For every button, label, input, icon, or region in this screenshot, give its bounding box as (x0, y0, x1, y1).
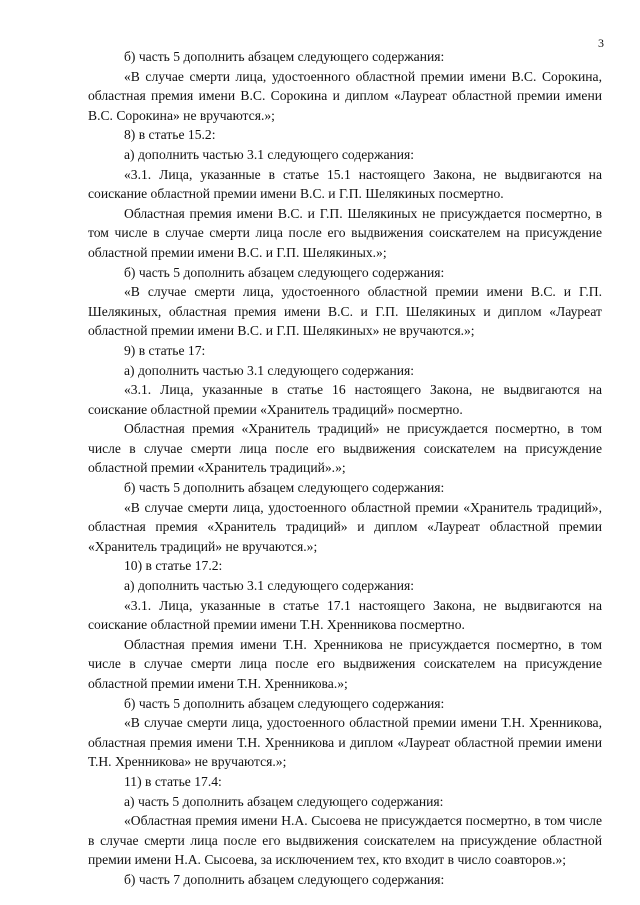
document-paragraph: Областная премия «Хранитель традиций» не присуждается посмертно, в том числе в случае смерти лица после его выдвижения соискателем на присуждение областной премии «Хранитель традиций».»; (88, 421, 602, 476)
document-paragraph: Областная премия имени В.С. и Г.П. Шелякиных не присуждается посмертно, в том числе в случае смерти лица после его выдвижения соискателем на присуждение областной премии имени В.С. и Г.П. Шелякиных.»; (88, 205, 602, 260)
document-paragraph: «3.1. Лица, указанные в статье 15.1 настоящего Закона, не выдвигаются на соискание областной премии имени В.С. и Г.П. Шелякиных посмертно. (88, 166, 602, 202)
page-number: 3 (598, 36, 604, 50)
document-paragraph: «3.1. Лица, указанные в статье 16 настоящего Закона, не выдвигаются на соискание областной премии «Хранитель традиций» посмертно. (88, 382, 602, 417)
document-paragraph: «3.1. Лица, указанные в статье 17.1 настоящего Закона, не выдвигаются на соискание областной премии имени Т.Н. Хренникова посмертно. (88, 597, 602, 633)
document-paragraph: а) дополнить частью 3.1 следующего содержания: (124, 146, 415, 162)
document-paragraph: б) часть 5 дополнить абзацем следующего содержания: (124, 480, 445, 496)
document-paragraph: б) часть 5 дополнить абзацем следующего содержания: (124, 264, 445, 280)
document-paragraph: а) дополнить частью 3.1 следующего содержания: (124, 362, 415, 378)
document-body (88, 47, 602, 890)
document-paragraph: б) часть 5 дополнить абзацем следующего содержания: (124, 49, 445, 64)
document-paragraph: «В случае смерти лица, удостоенного областной премии имени Т.Н. Хренникова, областная премия имени Т.Н. Хренникова и диплом «Лауреат областной премии имени Т.Н. Хренникова» не вручаются.»; (88, 715, 602, 770)
document-paragraph: а) дополнить частью 3.1 следующего содержания: (124, 578, 415, 594)
document-paragraph: «В случае смерти лица, удостоенного областной премии «Хранитель традиций», областная премия «Хранитель традиций» и диплом «Лауреат областной премии «Хранитель традиций» не вручаются.»; (88, 499, 602, 554)
document-paragraph: а) часть 5 дополнить абзацем следующего содержания: (124, 793, 444, 809)
document-paragraph: б) часть 5 дополнить абзацем следующего содержания: (124, 695, 445, 711)
document-paragraph: б) часть 7 дополнить абзацем следующего содержания: (124, 871, 445, 887)
document-paragraph: «В случае смерти лица, удостоенного областной премии имени В.С. Сорокина, областная премия имени В.С. Сорокина и диплом «Лауреат областной премии имени В.С. Сорокина» не вручаются.»; (88, 68, 602, 123)
document-paragraph: «В случае смерти лица, удостоенного областной премии имени В.С. и Г.П. Шелякиных, областная премия имени В.С. и Г.П. Шелякиных и диплом «Лауреат областной премии имени В.С. и Г.П. Шелякиных» не вручаются.»; (88, 284, 602, 339)
document-paragraph: 11) в статье 17.4: (124, 773, 222, 789)
document-paragraph: Областная премия имени Т.Н. Хренникова не присуждается посмертно, в том числе в случае смерти лица после его выдвижения соискателем на присуждение областной премии имени Т.Н. Хренникова.»; (88, 636, 602, 691)
document-paragraph: 8) в статье 15.2: (124, 127, 216, 143)
document-paragraph: 10) в статье 17.2: (124, 558, 223, 574)
document-paragraph: «Областная премия имени Н.А. Сысоева не присуждается посмертно, в том числе в случае смерти лица после его выдвижения соискателем на присуждение областной премии имени Н.А. Сысоева, за исключением тех, кто входит в число соавторов.»; (88, 813, 602, 868)
document-paragraph: 9) в статье 17: (124, 342, 206, 358)
